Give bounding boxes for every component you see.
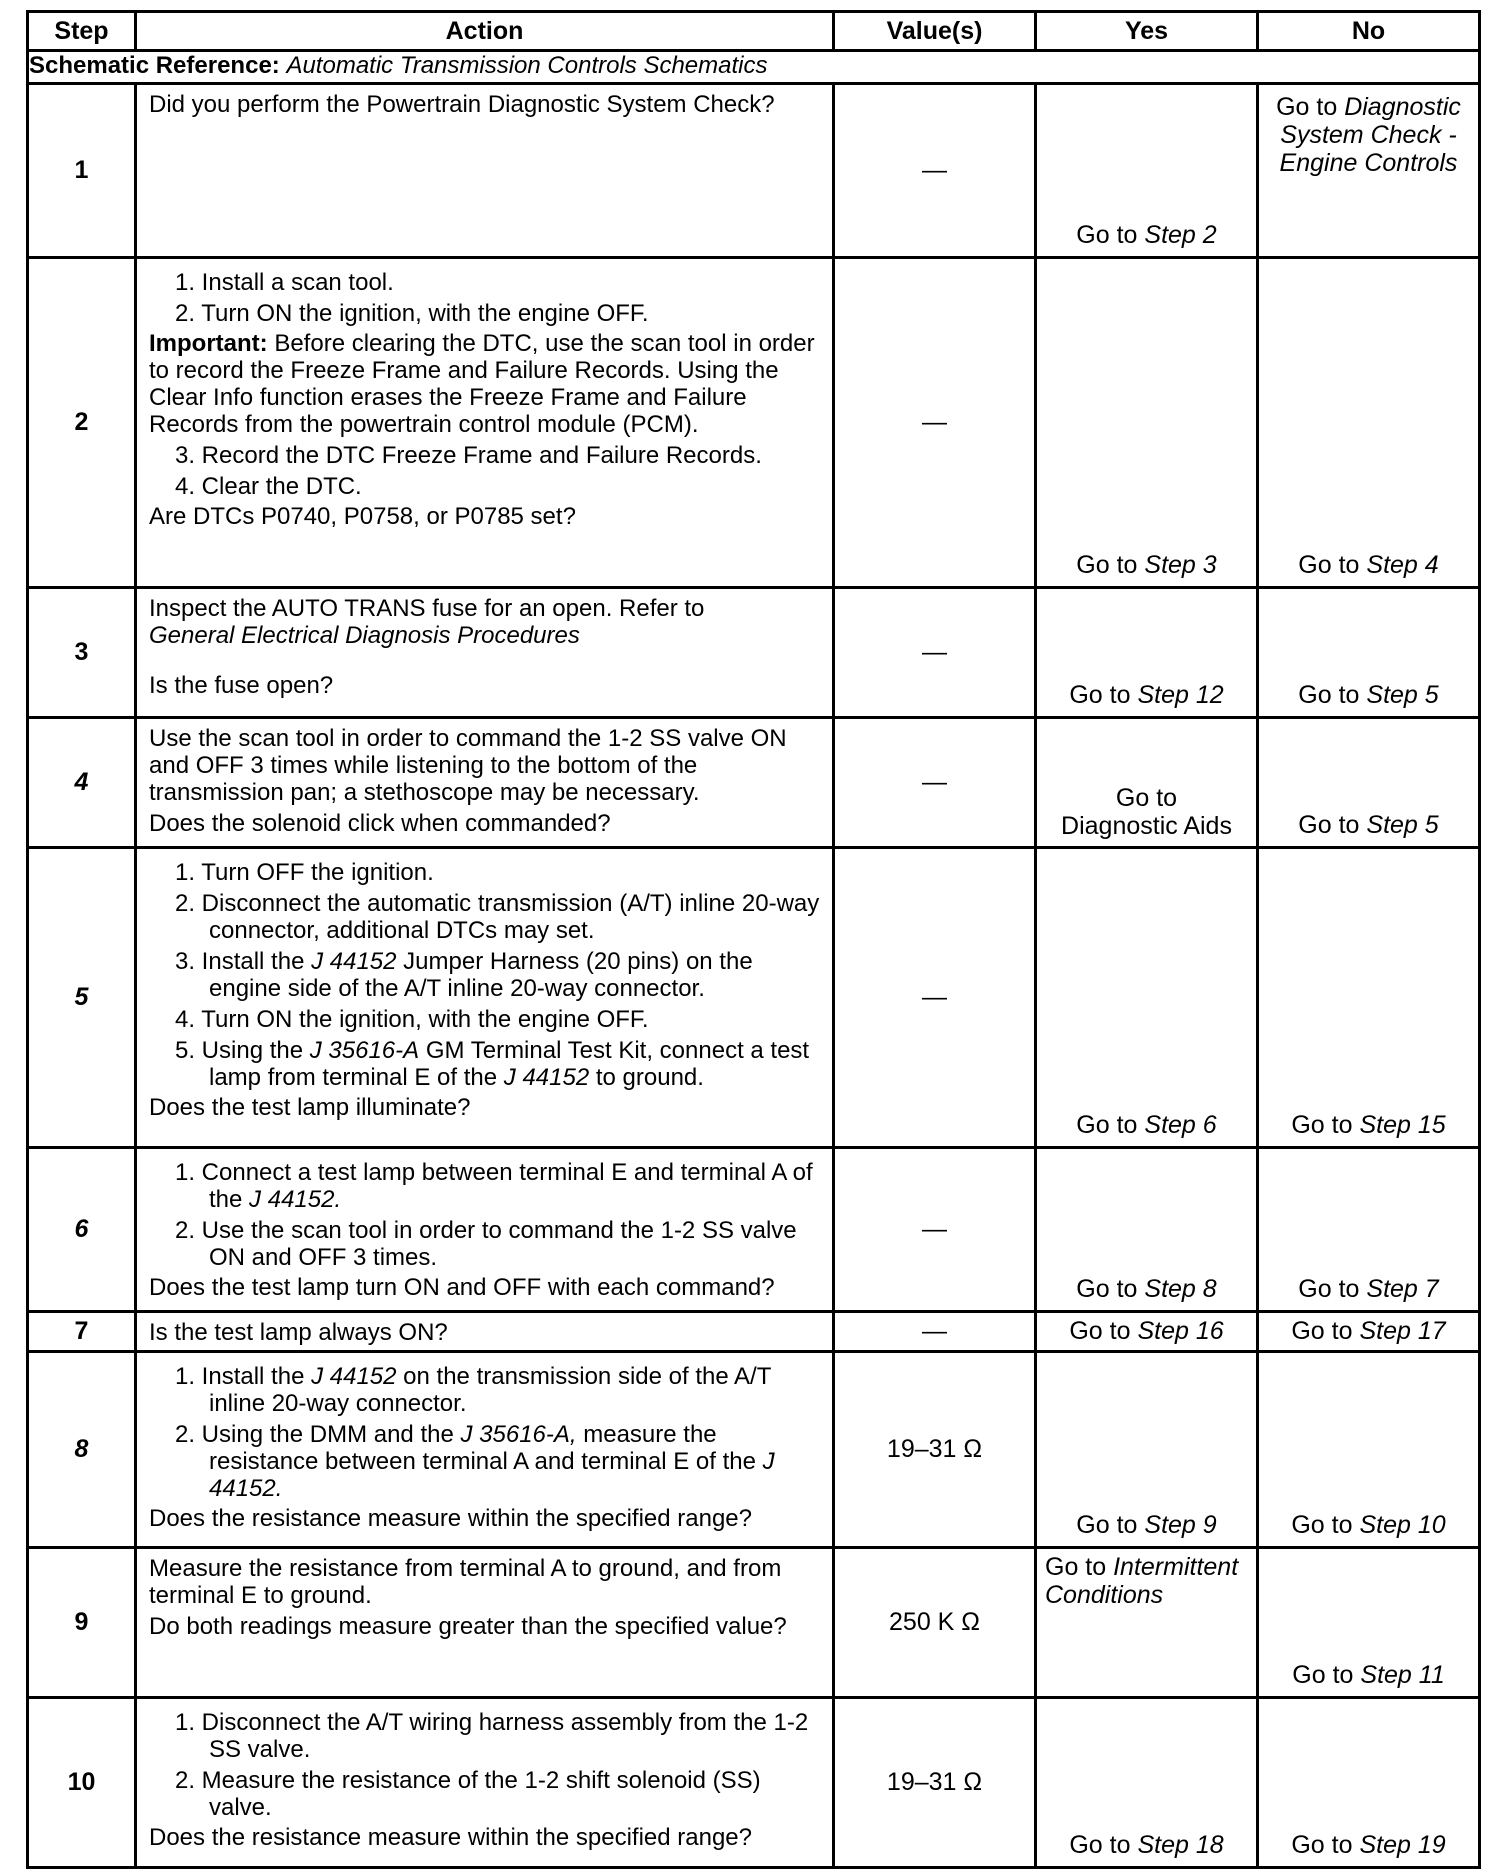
step-number: 7 (28, 1312, 136, 1352)
goto-text: Go to (1291, 1317, 1353, 1345)
question: Did you perform the Powertrain Diagnostic System Check? (149, 91, 775, 118)
step-number: 2 (28, 258, 136, 588)
goto-link[interactable]: Step 9 (1144, 1511, 1217, 1539)
goto-link[interactable]: Step 5 (1366, 811, 1439, 839)
goto-text: Go to (1115, 784, 1178, 812)
list-item: 2. Use the scan tool in order to command the 1-2 SS valve ON and OFF 3 times. (175, 1217, 797, 1271)
step-number: 3 (28, 588, 136, 718)
list-item: 2. Using the DMM and the J 35616-A, measure the resistance between terminal A and terminal E of the J 44152. (175, 1421, 775, 1502)
table-row (28, 1312, 1480, 1352)
list-item: 1. Install the J 44152 on the transmission side of the A/T inline 20-way connector. (175, 1363, 771, 1417)
table-row (28, 1352, 1480, 1548)
list-item: 1. Disconnect the A/T wiring harness assembly from the 1-2 SS valve. (175, 1709, 809, 1763)
table-row (28, 258, 1480, 588)
step-number: 1 (28, 84, 136, 258)
table-row (28, 588, 1480, 718)
goto-link[interactable]: Step 12 (1137, 681, 1224, 709)
goto-text: Go to (1076, 1275, 1138, 1303)
value-cell: — (834, 1148, 1036, 1312)
goto-link[interactable]: Step 5 (1366, 681, 1439, 709)
question: Does the resistance measure within the specified range? (149, 1824, 752, 1851)
list-item: 3. Record the DTC Freeze Frame and Failure Records. (175, 442, 762, 469)
list-item: 2. Measure the resistance of the 1-2 shift solenoid (SS) valve. (175, 1767, 761, 1821)
action-cell (136, 1312, 834, 1352)
no-cell (1258, 718, 1480, 848)
no-cell (1258, 848, 1480, 1148)
question: Does the test lamp turn ON and OFF with each command? (149, 1274, 775, 1301)
goto-link[interactable]: Diagnostic System Check - Engine Controls (1279, 93, 1461, 177)
action-cell (136, 718, 834, 848)
tool-link[interactable]: J 44152 (311, 948, 397, 975)
goto-text: Go to (1076, 1111, 1138, 1139)
value-cell: — (834, 718, 1036, 848)
yes-cell (1036, 1312, 1258, 1352)
goto-link[interactable]: Step 4 (1366, 551, 1439, 579)
goto-link[interactable]: Step 2 (1144, 221, 1217, 249)
question: Is the fuse open? (149, 672, 334, 699)
value-cell: — (834, 848, 1036, 1148)
goto-text: Go to (1298, 811, 1360, 839)
header-action: Action (136, 12, 834, 51)
goto-text: Go to (1298, 1275, 1360, 1303)
tool-link[interactable]: J 44152. (209, 1448, 775, 1502)
question: Does the solenoid click when commanded? (149, 810, 611, 837)
tool-link[interactable]: J 44152 (311, 1363, 397, 1390)
schematic-link[interactable]: Automatic Transmission Controls Schematics (286, 52, 768, 79)
goto-text: Go to (1069, 1831, 1131, 1859)
table-row (28, 1148, 1480, 1312)
instruction-text: Measure the resistance from terminal A to ground, and from terminal E to ground. (149, 1555, 782, 1609)
tool-link[interactable]: J 35616-A (309, 1037, 420, 1064)
yes-cell (1036, 1548, 1258, 1698)
action-cell (136, 1352, 834, 1548)
step-number: 8 (28, 1352, 136, 1548)
list-item: 1. Connect a test lamp between terminal E and terminal A of the J 44152. (175, 1159, 813, 1213)
header-values: Value(s) (834, 12, 1036, 51)
table-row (28, 1698, 1480, 1868)
list-item: 3. Install the J 44152 Jumper Harness (20 pins) on the engine side of the A/T inline 20-way connector. (175, 948, 753, 1002)
tool-link[interactable]: J 35616-A, (460, 1421, 577, 1448)
no-cell (1258, 84, 1480, 258)
goto-link[interactable]: Step 18 (1137, 1831, 1224, 1859)
action-cell (136, 1148, 834, 1312)
list-item: 1. Install a scan tool. (175, 269, 394, 296)
action-cell (136, 588, 834, 718)
goto-link[interactable]: Step 8 (1144, 1275, 1217, 1303)
list-item: 2. Disconnect the automatic transmission (A/T) inline 20-way connector, additional DTCs may set. (175, 890, 820, 944)
goto-link[interactable]: Step 15 (1359, 1111, 1446, 1139)
header-no: No (1258, 12, 1480, 51)
action-cell (136, 1548, 834, 1698)
header-row (28, 12, 1480, 51)
instruction-text: Inspect the AUTO TRANS fuse for an open. Refer to (149, 595, 705, 622)
list-item: 4. Turn ON the ignition, with the engine OFF. (175, 1006, 649, 1033)
goto-link[interactable]: Step 16 (1137, 1317, 1224, 1345)
no-cell (1258, 1312, 1480, 1352)
no-cell (1258, 1698, 1480, 1868)
schematic-reference-row (28, 51, 1480, 84)
value-cell: — (834, 1312, 1036, 1352)
yes-cell (1036, 588, 1258, 718)
list-item: 4. Clear the DTC. (175, 473, 362, 500)
action-cell (136, 258, 834, 588)
step-number: 6 (28, 1148, 136, 1312)
question: Are DTCs P0740, P0758, or P0785 set? (149, 503, 576, 530)
yes-cell (1036, 1698, 1258, 1868)
goto-text: Go to (1292, 1661, 1354, 1689)
important-note (149, 330, 822, 438)
tool-link[interactable]: J 44152 (503, 1064, 590, 1091)
goto-text: Go to (1298, 551, 1360, 579)
yes-cell (1036, 718, 1258, 848)
value-cell: — (834, 258, 1036, 588)
step-number: 10 (28, 1698, 136, 1868)
diagnostic-table (26, 10, 1481, 1869)
goto-link[interactable]: Step 19 (1359, 1831, 1446, 1859)
value-cell: 19–31 Ω (834, 1352, 1036, 1548)
goto-text: Go to (1069, 681, 1131, 709)
question: Does the test lamp illuminate? (149, 1094, 471, 1121)
goto-text: Go to (1291, 1111, 1353, 1139)
yes-cell (1036, 848, 1258, 1148)
step-number: 4 (28, 718, 136, 848)
step-number: 5 (28, 848, 136, 1148)
goto-link[interactable]: Intermittent Conditions (1045, 1553, 1239, 1609)
question: Do both readings measure greater than the specified value? (149, 1613, 787, 1640)
goto-text: Go to (1069, 1317, 1131, 1345)
goto-link[interactable]: Step 7 (1366, 1275, 1439, 1303)
value-cell: — (834, 84, 1036, 258)
header-yes: Yes (1036, 12, 1258, 51)
goto-link[interactable]: Step 6 (1144, 1111, 1217, 1139)
tool-link[interactable]: J 44152. (249, 1186, 342, 1213)
value-cell: — (834, 588, 1036, 718)
action-cell (136, 1698, 834, 1868)
no-cell (1258, 588, 1480, 718)
schematic-reference (28, 51, 1480, 84)
list-item: 5. Using the J 35616-A GM Terminal Test Kit, connect a test lamp from terminal E of the J 44152 to ground. (175, 1037, 810, 1091)
table-row (28, 1548, 1480, 1698)
no-cell (1258, 1352, 1480, 1548)
question: Is the test lamp always ON? (149, 1319, 448, 1346)
value-cell: 250 K Ω (834, 1548, 1036, 1698)
goto-text: Go to (1276, 93, 1338, 121)
question: Does the resistance measure within the specified range? (149, 1505, 752, 1532)
goto-link[interactable]: Step 10 (1359, 1511, 1446, 1539)
goto-text: Go to (1298, 681, 1360, 709)
goto-link[interactable]: Diagnostic Aids (1061, 812, 1232, 840)
step-number: 9 (28, 1548, 136, 1698)
yes-cell (1036, 1352, 1258, 1548)
goto-link[interactable]: Step 3 (1144, 551, 1217, 579)
goto-text: Go to (1291, 1831, 1353, 1859)
table-row (28, 718, 1480, 848)
goto-text: Go to (1076, 551, 1138, 579)
instruction-text: Use the scan tool in order to command the 1-2 SS valve ON and OFF 3 times while listening to the bottom of the transmission pan; a stethoscope may be necessary. (149, 725, 787, 806)
table-row (28, 848, 1480, 1148)
table-row (28, 84, 1480, 258)
no-cell (1258, 1148, 1480, 1312)
schematic-label: Schematic Reference: (29, 52, 280, 79)
goto-text: Go to (1076, 221, 1138, 249)
value-cell: 19–31 Ω (834, 1698, 1036, 1868)
list-item: 2. Turn ON the ignition, with the engine OFF. (175, 300, 649, 327)
action-cell (136, 84, 834, 258)
important-text: Before clearing the DTC, use the scan tool in order to record the Freeze Frame and Failure Records. Using the Clear Info function erases the Freeze Frame and Failure Records from the powertrain control module (PCM). (149, 330, 815, 438)
reference-link[interactable]: General Electrical Diagnosis Procedures (149, 622, 580, 649)
goto-link[interactable]: Step 17 (1359, 1317, 1446, 1345)
goto-text: Go to (1045, 1553, 1107, 1581)
goto-text: Go to (1076, 1511, 1138, 1539)
no-cell (1258, 258, 1480, 588)
goto-text: Go to (1291, 1511, 1353, 1539)
important-label: Important: (149, 330, 268, 357)
yes-cell (1036, 258, 1258, 588)
goto-link[interactable]: Step 11 (1360, 1661, 1445, 1689)
yes-cell (1036, 84, 1258, 258)
no-cell (1258, 1548, 1480, 1698)
list-item: 1. Turn OFF the ignition. (175, 859, 434, 886)
yes-cell (1036, 1148, 1258, 1312)
action-cell (136, 848, 834, 1148)
header-step: Step (28, 12, 136, 51)
